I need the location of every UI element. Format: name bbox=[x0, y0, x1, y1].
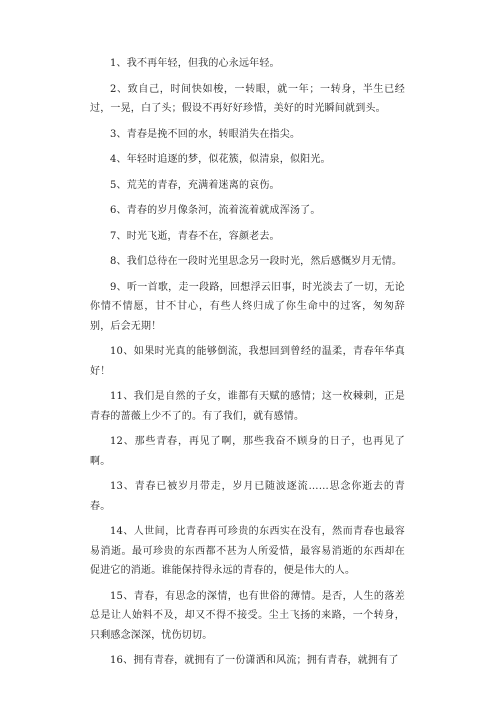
paragraph-1: 1、我不再年轻，但我的心永远年轻。 bbox=[110, 58, 280, 69]
paragraph-10: 10、如果时光真的能够倒流，我想回到曾经的温柔，青春年华真好！ bbox=[90, 346, 405, 377]
paragraph-5: 5、荒芜的青春，充满着迷离的哀伤。 bbox=[110, 179, 280, 191]
paragraph-15: 15、青春，有思念的深情，也有世俗的薄情。是否，人生的落差总是让人始料不及，却又不得不接受。尘土飞扬的来路，一个转身，只剩感念深深，忧伤切切。 bbox=[90, 590, 405, 641]
paragraph-9: 9、听一首歌，走一段路，回想浮云旧事，时光淡去了一切，无论你情不情愿，甘不甘心，有些人终归成了你生命中的过客，匆匆辞别，后会无期！ bbox=[90, 281, 405, 332]
paragraph-3: 3、青春是挽不回的水，转眼消失在指尖。 bbox=[110, 128, 301, 140]
paragraph-12: 12、那些青春，再见了啊，那些我奋不顾身的日子，也再见了啊。 bbox=[90, 436, 405, 467]
paragraph-11: 11、我们是自然的子女，谁都有天赋的感情；这一枚棘刺，正是青春的蔷薇上少不了的。有了我们，就有感情。 bbox=[90, 391, 405, 422]
paragraph-13: 13、青春已被岁月带走，岁月已随波逐流……思念你逝去的青春。 bbox=[90, 481, 405, 512]
paragraph-8: 8、我们总待在一段时光里思念另一段时光，然后感慨岁月无情。 bbox=[110, 256, 403, 267]
paragraph-2: 2、致自己，时间快如梭，一转眼，就一年；一转身，半生已经过，一晃，白了头；假设不再好好珍惜，美好的时光瞬间就到头。 bbox=[90, 83, 405, 114]
paragraph-7: 7、时光飞逝，青春不在，容颜老去。 bbox=[110, 230, 280, 242]
paragraph-6: 6、青春的岁月像条河，流着流着就成浑汤了。 bbox=[110, 205, 321, 216]
paragraph-16: 16、拥有青春，就拥有了一份潇洒和风流；拥有青春，就拥有了 bbox=[110, 655, 399, 666]
document-page bbox=[90, 54, 405, 677]
paragraph-14: 14、人世间，比青春再可珍贵的东西实在没有，然而青春也最容易消逝。最可珍贵的东西都不甚为人所爱惜，最容易消逝的东西却在促进它的消逝。谁能保持得永远的青春的，便是伟大的人。 bbox=[90, 526, 405, 576]
paragraph-4: 4、年轻时追逐的梦，似花簇，似清泉，似阳光。 bbox=[110, 154, 331, 165]
